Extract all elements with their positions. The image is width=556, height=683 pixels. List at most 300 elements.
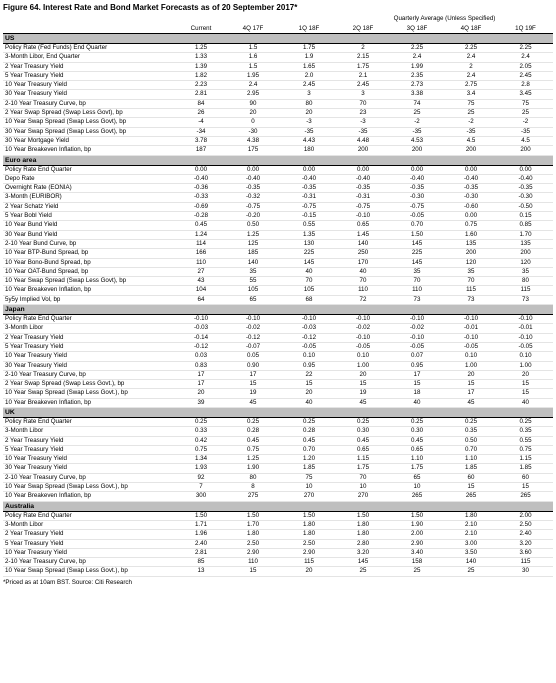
table-cell: 1.80 bbox=[444, 511, 498, 520]
table-row bbox=[3, 567, 553, 576]
table-cell: 20 bbox=[178, 389, 224, 398]
table-cell: 19 bbox=[224, 389, 282, 398]
table-cell: 73 bbox=[498, 295, 553, 304]
table-cell: -0.50 bbox=[498, 202, 553, 211]
column-header: 2Q 18F bbox=[336, 24, 390, 34]
table-cell: 1.80 bbox=[336, 530, 390, 539]
row-label: Policy Rate End Quarter bbox=[3, 165, 178, 174]
table-cell: 2.4 bbox=[498, 53, 553, 62]
table-cell: 39 bbox=[178, 398, 224, 407]
table-cell: 2.81 bbox=[178, 548, 224, 557]
table-cell: -0.12 bbox=[224, 333, 282, 342]
table-cell: 2.73 bbox=[390, 81, 444, 90]
table-cell: 135 bbox=[444, 239, 498, 248]
table-cell: 1.93 bbox=[178, 464, 224, 473]
table-cell: -0.10 bbox=[282, 315, 336, 324]
row-label: 2-10 Year Treasury Curve, bp bbox=[3, 370, 178, 379]
table-cell: 64 bbox=[178, 295, 224, 304]
table-row bbox=[3, 239, 553, 248]
row-label: 30 Year Treasury Yield bbox=[3, 90, 178, 99]
row-label: 5y5y Implied Vol, bp bbox=[3, 295, 178, 304]
row-label: 30 Year Treasury Yield bbox=[3, 464, 178, 473]
table-cell: 1.99 bbox=[390, 62, 444, 71]
table-cell: 2.50 bbox=[498, 520, 553, 529]
table-cell: -0.28 bbox=[178, 212, 224, 221]
table-cell: 2.4 bbox=[390, 53, 444, 62]
table-cell: 2.45 bbox=[282, 81, 336, 90]
forecast-table bbox=[3, 14, 553, 577]
table-cell: 1.24 bbox=[178, 230, 224, 239]
table-cell: 1.20 bbox=[282, 455, 336, 464]
table-cell: 1.75 bbox=[336, 464, 390, 473]
header-group-row bbox=[3, 14, 553, 24]
table-cell: 0.00 bbox=[444, 165, 498, 174]
table-cell: 1.10 bbox=[390, 455, 444, 464]
table-cell: 0.03 bbox=[178, 352, 224, 361]
column-header: 4Q 18F bbox=[444, 24, 498, 34]
table-cell: 2.25 bbox=[498, 44, 553, 53]
table-cell: 0.90 bbox=[224, 361, 282, 370]
table-row bbox=[3, 445, 553, 454]
table-cell: -0.30 bbox=[444, 193, 498, 202]
row-label: 3-Month Libor, End Quarter bbox=[3, 53, 178, 62]
table-cell: 65 bbox=[390, 473, 444, 482]
table-cell: 1.50 bbox=[282, 511, 336, 520]
table-cell: -35 bbox=[444, 127, 498, 136]
table-cell: 0.95 bbox=[390, 361, 444, 370]
row-label: 3-Month Libor bbox=[3, 520, 178, 529]
table-cell: 2.23 bbox=[178, 81, 224, 90]
table-cell: -0.03 bbox=[282, 324, 336, 333]
table-cell: -0.12 bbox=[282, 333, 336, 342]
table-cell: -0.75 bbox=[224, 202, 282, 211]
table-cell: -2 bbox=[390, 118, 444, 127]
table-cell: -0.03 bbox=[178, 324, 224, 333]
table-cell: 0.50 bbox=[224, 221, 282, 230]
table-cell: 0 bbox=[224, 118, 282, 127]
table-cell: 1.80 bbox=[282, 530, 336, 539]
table-cell: -0.40 bbox=[444, 174, 498, 183]
table-cell: 17 bbox=[390, 370, 444, 379]
table-cell: 2.00 bbox=[498, 511, 553, 520]
table-cell: 75 bbox=[282, 473, 336, 482]
table-cell: 140 bbox=[444, 558, 498, 567]
table-row bbox=[3, 81, 553, 90]
row-label: 30 Year Mortgage Yield bbox=[3, 136, 178, 145]
table-cell: 0.45 bbox=[282, 436, 336, 445]
table-cell: 1.00 bbox=[336, 361, 390, 370]
table-cell: 0.25 bbox=[498, 417, 553, 426]
table-cell: -0.60 bbox=[444, 202, 498, 211]
section-header bbox=[3, 34, 553, 44]
table-cell: 0.07 bbox=[390, 352, 444, 361]
row-label: 30 Year Swap Spread (Swap Less Govt), bp bbox=[3, 127, 178, 136]
table-cell: 110 bbox=[224, 558, 282, 567]
table-cell: 0.00 bbox=[224, 165, 282, 174]
table-cell: 40 bbox=[390, 398, 444, 407]
table-cell: 1.71 bbox=[178, 520, 224, 529]
table-cell: 0.25 bbox=[178, 417, 224, 426]
table-cell: 35 bbox=[390, 267, 444, 276]
table-cell: 45 bbox=[336, 398, 390, 407]
table-cell: 30 bbox=[498, 567, 553, 576]
table-row bbox=[3, 539, 553, 548]
table-cell: 1.25 bbox=[224, 230, 282, 239]
table-cell: -0.35 bbox=[498, 184, 553, 193]
table-cell: -0.33 bbox=[178, 193, 224, 202]
table-cell: 2.4 bbox=[444, 53, 498, 62]
table-cell: 2.00 bbox=[390, 530, 444, 539]
figure-title: Figure 64. Interest Rate and Bond Market Forecasts as of 20 September 2017* bbox=[3, 3, 298, 12]
table-cell: 1.80 bbox=[224, 530, 282, 539]
table-cell: 145 bbox=[390, 239, 444, 248]
table-cell: 2.75 bbox=[444, 81, 498, 90]
table-cell: -0.75 bbox=[336, 202, 390, 211]
table-cell: 115 bbox=[282, 558, 336, 567]
table-cell: -0.35 bbox=[390, 184, 444, 193]
table-row bbox=[3, 267, 553, 276]
table-cell: 2.40 bbox=[178, 539, 224, 548]
table-cell: 92 bbox=[178, 473, 224, 482]
column-header: 3Q 18F bbox=[390, 24, 444, 34]
table-cell: 0.35 bbox=[498, 427, 553, 436]
table-cell: -0.35 bbox=[336, 184, 390, 193]
table-cell: -0.35 bbox=[444, 184, 498, 193]
table-cell: -0.40 bbox=[390, 174, 444, 183]
table-cell: 2.25 bbox=[390, 44, 444, 53]
table-cell: -0.10 bbox=[498, 315, 553, 324]
table-cell: 3.20 bbox=[336, 548, 390, 557]
table-cell: -2 bbox=[498, 118, 553, 127]
table-cell: 200 bbox=[390, 146, 444, 155]
table-cell: 4.43 bbox=[282, 136, 336, 145]
table-row bbox=[3, 558, 553, 567]
table-cell: 200 bbox=[444, 249, 498, 258]
section-title: UK bbox=[3, 407, 553, 417]
table-cell: 35 bbox=[224, 267, 282, 276]
table-row bbox=[3, 427, 553, 436]
table-row bbox=[3, 389, 553, 398]
table-cell: 1.65 bbox=[282, 62, 336, 71]
table-cell: -0.10 bbox=[336, 212, 390, 221]
table-cell: -4 bbox=[178, 118, 224, 127]
table-cell: 1.90 bbox=[390, 520, 444, 529]
table-cell: 120 bbox=[444, 258, 498, 267]
table-cell: 166 bbox=[178, 249, 224, 258]
table-row bbox=[3, 136, 553, 145]
table-cell: 2.10 bbox=[444, 530, 498, 539]
table-cell: -0.02 bbox=[224, 324, 282, 333]
table-row bbox=[3, 548, 553, 557]
table-cell: -35 bbox=[498, 127, 553, 136]
table-cell: 85 bbox=[178, 558, 224, 567]
table-cell: 35 bbox=[444, 267, 498, 276]
table-cell: 158 bbox=[390, 558, 444, 567]
table-cell: 20 bbox=[498, 370, 553, 379]
table-cell: 0.10 bbox=[498, 352, 553, 361]
table-cell: -0.05 bbox=[498, 342, 553, 351]
table-cell: 15 bbox=[498, 483, 553, 492]
table-cell: 40 bbox=[336, 267, 390, 276]
table-cell: 180 bbox=[282, 146, 336, 155]
table-cell: 145 bbox=[390, 258, 444, 267]
table-cell: 1.80 bbox=[336, 520, 390, 529]
table-cell: 15 bbox=[224, 380, 282, 389]
table-cell: 3 bbox=[336, 90, 390, 99]
table-row bbox=[3, 530, 553, 539]
table-row bbox=[3, 370, 553, 379]
table-cell: 0.25 bbox=[390, 417, 444, 426]
table-cell: 0.75 bbox=[178, 445, 224, 454]
row-label: 10 Year Swap Spread (Swap Less Govt), bp bbox=[3, 277, 178, 286]
table-cell: -0.05 bbox=[390, 212, 444, 221]
table-cell: 1.70 bbox=[498, 230, 553, 239]
table-cell: 270 bbox=[336, 492, 390, 501]
table-cell: 1.00 bbox=[444, 361, 498, 370]
table-cell: 20 bbox=[282, 109, 336, 118]
table-cell: 0.33 bbox=[178, 427, 224, 436]
table-cell: 4.53 bbox=[390, 136, 444, 145]
table-cell: 135 bbox=[498, 239, 553, 248]
table-cell: 1.50 bbox=[390, 230, 444, 239]
table-row bbox=[3, 473, 553, 482]
table-cell: 1.95 bbox=[224, 71, 282, 80]
table-cell: 110 bbox=[336, 286, 390, 295]
table-cell: 0.50 bbox=[444, 436, 498, 445]
table-cell: 110 bbox=[178, 258, 224, 267]
table-cell: 35 bbox=[498, 267, 553, 276]
table-row bbox=[3, 455, 553, 464]
table-row bbox=[3, 230, 553, 239]
table-cell: 0.70 bbox=[444, 445, 498, 454]
table-cell: 25 bbox=[498, 109, 553, 118]
table-cell: 1.75 bbox=[390, 464, 444, 473]
table-cell: 73 bbox=[390, 295, 444, 304]
table-row bbox=[3, 44, 553, 53]
table-row bbox=[3, 417, 553, 426]
table-cell: -0.10 bbox=[390, 333, 444, 342]
table-cell: 200 bbox=[498, 146, 553, 155]
column-header: 1Q 18F bbox=[282, 24, 336, 34]
row-label: 2 Year Treasury Yield bbox=[3, 62, 178, 71]
table-cell: -0.10 bbox=[336, 333, 390, 342]
table-cell: 27 bbox=[178, 267, 224, 276]
table-row bbox=[3, 511, 553, 520]
table-cell: 3.45 bbox=[498, 90, 553, 99]
table-cell: 25 bbox=[444, 567, 498, 576]
table-cell: 1.96 bbox=[178, 530, 224, 539]
row-label: 5 Year Treasury Yield bbox=[3, 445, 178, 454]
table-row bbox=[3, 53, 553, 62]
table-row bbox=[3, 483, 553, 492]
table-cell: -0.14 bbox=[178, 333, 224, 342]
row-label: Depo Rate bbox=[3, 174, 178, 183]
table-cell: -0.15 bbox=[282, 212, 336, 221]
table-cell: -0.31 bbox=[282, 193, 336, 202]
table-cell: 0.30 bbox=[336, 427, 390, 436]
table-cell: 70 bbox=[444, 277, 498, 286]
table-cell: 1.82 bbox=[178, 71, 224, 80]
table-cell: -0.12 bbox=[178, 342, 224, 351]
table-cell: 2.25 bbox=[444, 44, 498, 53]
table-cell: 75 bbox=[498, 99, 553, 108]
table-cell: 115 bbox=[444, 286, 498, 295]
row-label: 2 Year Swap Spread (Swap Less Govt.), bp bbox=[3, 380, 178, 389]
table-cell: 2.45 bbox=[498, 71, 553, 80]
row-label: 10 Year Swap Spread (Swap Less Govt), bp bbox=[3, 118, 178, 127]
row-label: 2-10 Year Bund Curve, bp bbox=[3, 239, 178, 248]
table-cell: 1.50 bbox=[224, 511, 282, 520]
table-row bbox=[3, 146, 553, 155]
table-cell: -0.05 bbox=[390, 342, 444, 351]
row-label: 5 Year Treasury Yield bbox=[3, 71, 178, 80]
table-cell: 2.95 bbox=[224, 90, 282, 99]
table-cell: 10 bbox=[336, 483, 390, 492]
table-cell: 19 bbox=[336, 389, 390, 398]
row-label: 10 Year Treasury Yield bbox=[3, 352, 178, 361]
row-label: 30 Year Bund Yield bbox=[3, 230, 178, 239]
table-cell: 0.00 bbox=[444, 212, 498, 221]
table-cell: 25 bbox=[336, 567, 390, 576]
table-cell: 114 bbox=[178, 239, 224, 248]
table-cell: 2.4 bbox=[444, 71, 498, 80]
table-cell: 8 bbox=[224, 483, 282, 492]
table-cell: 185 bbox=[224, 249, 282, 258]
table-row bbox=[3, 174, 553, 183]
table-cell: 175 bbox=[224, 146, 282, 155]
table-cell: -0.35 bbox=[224, 184, 282, 193]
table-cell: 0.25 bbox=[282, 417, 336, 426]
column-header: 1Q 19F bbox=[498, 24, 553, 34]
table-cell: 70 bbox=[336, 277, 390, 286]
table-cell: -0.75 bbox=[390, 202, 444, 211]
table-cell: 0.65 bbox=[390, 445, 444, 454]
table-cell: -0.36 bbox=[178, 184, 224, 193]
row-label: 2 Year Treasury Yield bbox=[3, 436, 178, 445]
table-cell: 1.5 bbox=[224, 62, 282, 71]
table-cell: 4.5 bbox=[444, 136, 498, 145]
table-cell: 270 bbox=[282, 492, 336, 501]
table-cell: -0.07 bbox=[224, 342, 282, 351]
table-cell: 170 bbox=[336, 258, 390, 267]
table-cell: 2.35 bbox=[390, 71, 444, 80]
table-row bbox=[3, 464, 553, 473]
table-row bbox=[3, 342, 553, 351]
table-row bbox=[3, 361, 553, 370]
table-cell: -0.02 bbox=[390, 324, 444, 333]
table-cell: 3.38 bbox=[390, 90, 444, 99]
table-cell: 0.00 bbox=[336, 165, 390, 174]
table-cell: 40 bbox=[498, 398, 553, 407]
table-cell: 1.33 bbox=[178, 53, 224, 62]
table-cell: 265 bbox=[390, 492, 444, 501]
table-cell: -0.40 bbox=[336, 174, 390, 183]
table-cell: 2.45 bbox=[336, 81, 390, 90]
table-cell: 17 bbox=[178, 380, 224, 389]
section-header bbox=[3, 305, 553, 315]
table-cell: 105 bbox=[282, 286, 336, 295]
table-cell: 115 bbox=[498, 558, 553, 567]
row-label: 10 Year Breakeven Inflation, bp bbox=[3, 286, 178, 295]
table-cell: 3.00 bbox=[444, 539, 498, 548]
table-cell: 1.9 bbox=[282, 53, 336, 62]
table-cell: 2.50 bbox=[282, 539, 336, 548]
table-cell: 0.00 bbox=[390, 165, 444, 174]
row-label: 2 Year Treasury Yield bbox=[3, 333, 178, 342]
table-row bbox=[3, 324, 553, 333]
table-cell: 60 bbox=[444, 473, 498, 482]
row-label: 2-10 Year Treasury Curve, bp bbox=[3, 99, 178, 108]
table-cell: -0.10 bbox=[444, 333, 498, 342]
table-cell: 10 bbox=[282, 483, 336, 492]
table-cell: 45 bbox=[224, 398, 282, 407]
table-cell: 0.00 bbox=[498, 165, 553, 174]
table-cell: 2 bbox=[444, 62, 498, 71]
table-cell: 20 bbox=[282, 567, 336, 576]
table-cell: 3.20 bbox=[498, 539, 553, 548]
table-cell: 73 bbox=[444, 295, 498, 304]
table-cell: 0.45 bbox=[390, 436, 444, 445]
table-cell: 17 bbox=[178, 370, 224, 379]
table-cell: 1.75 bbox=[336, 62, 390, 71]
table-cell: 145 bbox=[282, 258, 336, 267]
table-cell: 2.10 bbox=[444, 520, 498, 529]
table-cell: 2.05 bbox=[498, 62, 553, 71]
table-cell: 2.15 bbox=[336, 53, 390, 62]
table-cell: 15 bbox=[444, 380, 498, 389]
table-cell: -0.69 bbox=[178, 202, 224, 211]
row-label: 30 Year Treasury Yield bbox=[3, 361, 178, 370]
table-cell: 90 bbox=[224, 99, 282, 108]
table-cell: 40 bbox=[282, 267, 336, 276]
table-cell: 1.75 bbox=[282, 44, 336, 53]
table-cell: 0.45 bbox=[336, 436, 390, 445]
row-label: 10 Year Treasury Yield bbox=[3, 548, 178, 557]
table-cell: -0.32 bbox=[224, 193, 282, 202]
table-cell: 70 bbox=[336, 473, 390, 482]
table-row bbox=[3, 221, 553, 230]
table-cell: -34 bbox=[178, 127, 224, 136]
table-cell: -0.35 bbox=[282, 184, 336, 193]
column-header: 4Q 17F bbox=[224, 24, 282, 34]
table-cell: 1.15 bbox=[336, 455, 390, 464]
table-cell: 0.25 bbox=[444, 417, 498, 426]
table-cell: 4.5 bbox=[498, 136, 553, 145]
table-cell: 3.4 bbox=[444, 90, 498, 99]
table-row bbox=[3, 277, 553, 286]
table-cell: 70 bbox=[282, 277, 336, 286]
table-cell: 0.75 bbox=[498, 445, 553, 454]
table-cell: 2.80 bbox=[336, 539, 390, 548]
table-cell: 1.34 bbox=[178, 455, 224, 464]
table-cell: 17 bbox=[224, 370, 282, 379]
table-cell: 200 bbox=[336, 146, 390, 155]
table-cell: 0.83 bbox=[178, 361, 224, 370]
row-label: 10 Year Swap Spread (Swap Less Govt.), bp bbox=[3, 389, 178, 398]
table-cell: 1.6 bbox=[224, 53, 282, 62]
row-label: Policy Rate End Quarter bbox=[3, 417, 178, 426]
table-cell: -0.75 bbox=[282, 202, 336, 211]
table-cell: 15 bbox=[444, 483, 498, 492]
table-row bbox=[3, 193, 553, 202]
row-label: 2-10 Year Treasury Curve, bp bbox=[3, 558, 178, 567]
table-cell: 43 bbox=[178, 277, 224, 286]
table-cell: 15 bbox=[498, 389, 553, 398]
table-cell: 0.95 bbox=[282, 361, 336, 370]
table-row bbox=[3, 212, 553, 221]
table-cell: 1.10 bbox=[444, 455, 498, 464]
table-cell: 225 bbox=[282, 249, 336, 258]
